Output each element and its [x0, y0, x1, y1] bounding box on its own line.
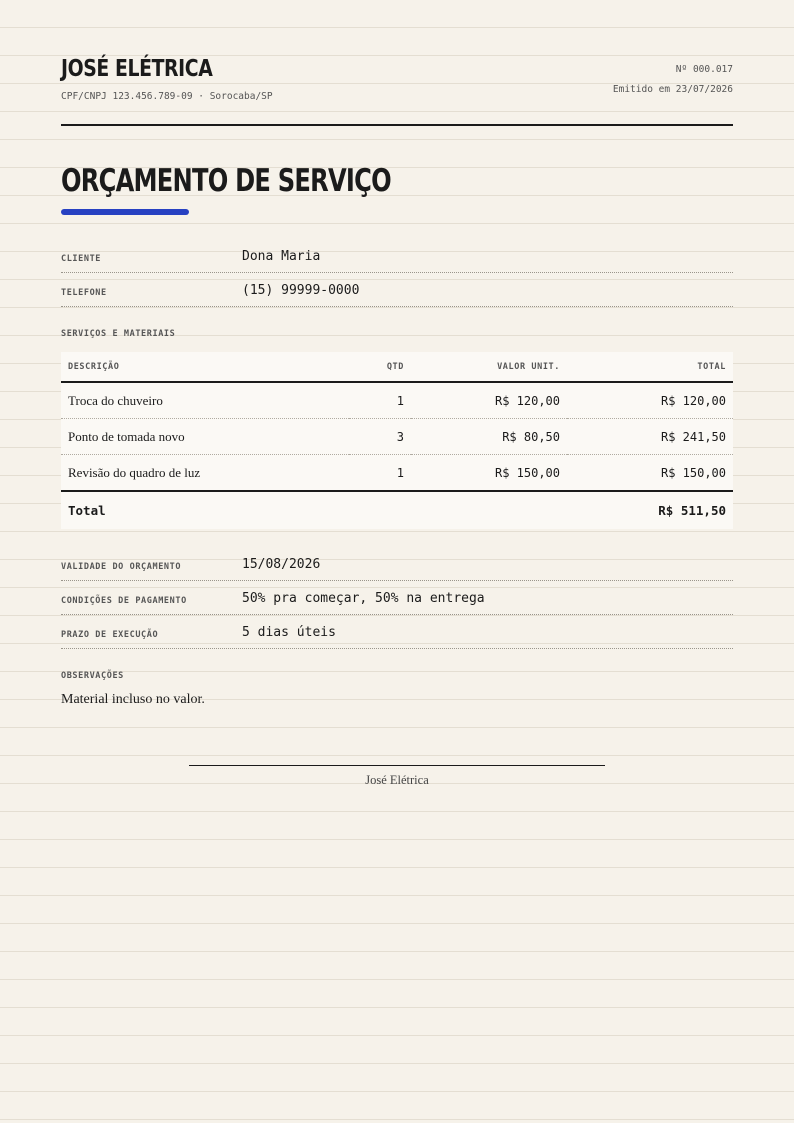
row-total: R$ 241,50 [567, 419, 733, 455]
document-meta [613, 64, 733, 104]
document-header [61, 56, 733, 126]
quote-number: Nº 000.017 [675, 64, 733, 75]
row-qty: 3 [349, 419, 411, 455]
client-phone-label: TELEFONE [61, 288, 107, 298]
title-underline [61, 209, 189, 215]
table-row [61, 419, 733, 455]
column-unit-price: VALOR UNIT. [411, 352, 567, 382]
table-row [61, 382, 733, 419]
payment-field [61, 580, 733, 615]
client-phone-value: (15) 99999-0000 [242, 283, 360, 298]
validity-value: 15/08/2026 [242, 557, 321, 572]
column-qty: QTD [349, 352, 411, 382]
payment-label: CONDIÇÕES DE PAGAMENTO [61, 596, 187, 606]
deadline-field [61, 614, 733, 649]
row-qty: 1 [349, 455, 411, 492]
row-qty: 1 [349, 382, 411, 419]
client-phone-field [61, 272, 733, 307]
column-description: DESCRIÇÃO [61, 352, 349, 382]
row-description: Ponto de tomada novo [61, 419, 349, 455]
total-label: Total [68, 503, 106, 518]
column-total: TOTAL [567, 352, 733, 382]
deadline-value: 5 dias úteis [242, 625, 336, 640]
services-section-label: SERVIÇOS E MATERIAIS [61, 329, 176, 339]
row-total: R$ 150,00 [567, 455, 733, 492]
client-name-label: CLIENTE [61, 254, 102, 264]
payment-value: 50% pra começar, 50% na entrega [242, 591, 485, 606]
table-row [61, 455, 733, 492]
notes-text: Material incluso no valor. [61, 692, 205, 707]
company-name: JOSÉ ELÉTRICA [61, 56, 213, 82]
row-unit-price: R$ 150,00 [411, 455, 567, 492]
total-row [61, 491, 733, 529]
row-unit-price: R$ 120,00 [411, 382, 567, 419]
row-unit-price: R$ 80,50 [411, 419, 567, 455]
signature-line [189, 765, 605, 766]
notes-label: OBSERVAÇÕES [61, 671, 124, 681]
row-description: Revisão do quadro de luz [61, 455, 349, 492]
services-table [61, 352, 733, 529]
validity-label: VALIDADE DO ORÇAMENTO [61, 562, 182, 572]
table-header-row [61, 352, 733, 382]
company-document: CPF/CNPJ 123.456.789-09 · Sorocaba/SP [61, 91, 273, 102]
total-value: R$ 511,50 [658, 503, 726, 518]
issue-date: Emitido em 23/07/2026 [612, 84, 733, 95]
row-description: Troca do chuveiro [61, 382, 349, 419]
signature-name: José Elétrica [365, 773, 429, 787]
page-title: ORÇAMENTO DE SERVIÇO [61, 163, 391, 199]
row-total: R$ 120,00 [567, 382, 733, 419]
client-name-field [61, 238, 733, 273]
validity-field [61, 546, 733, 581]
deadline-label: PRAZO DE EXECUÇÃO [61, 630, 159, 640]
client-name-value: Dona Maria [242, 249, 321, 264]
